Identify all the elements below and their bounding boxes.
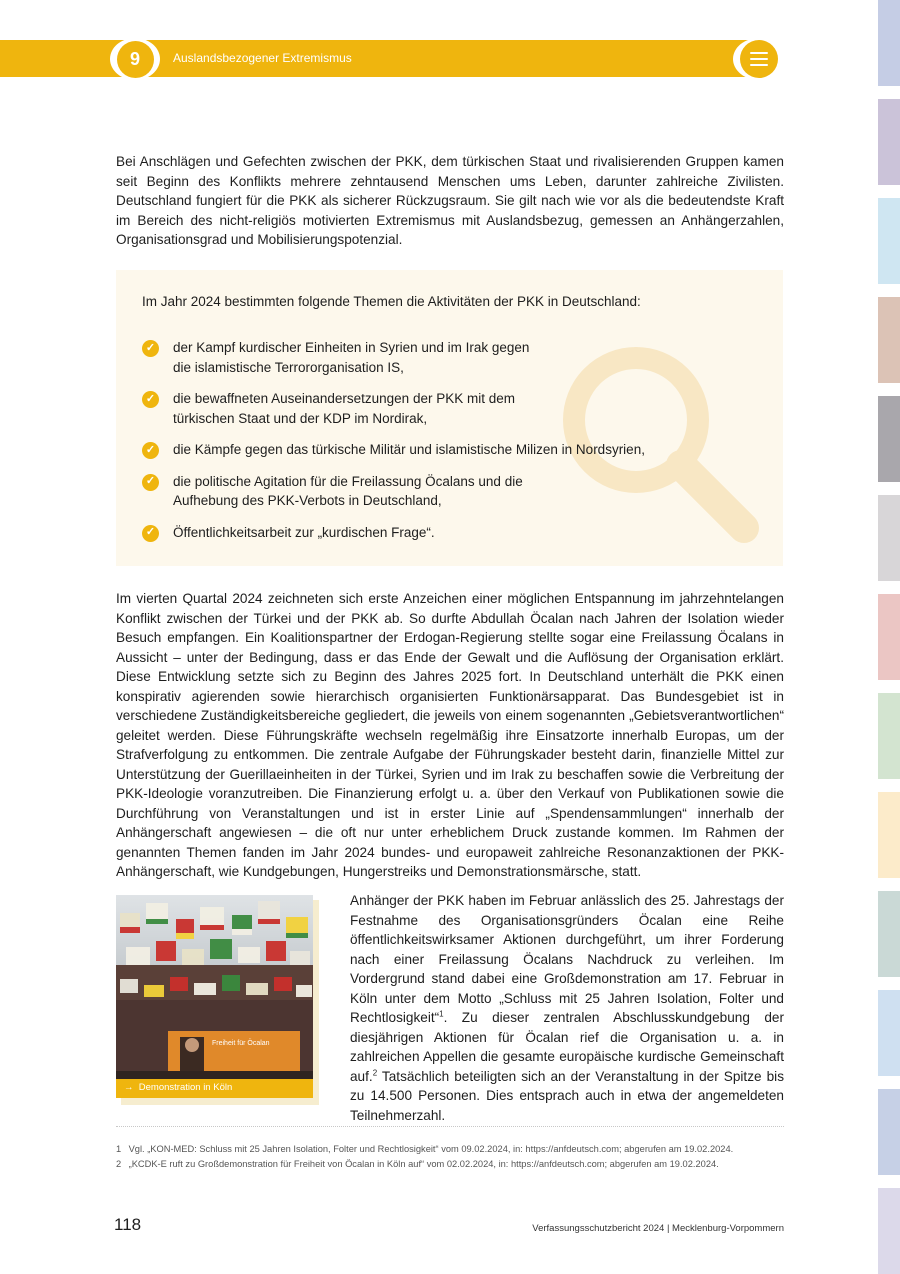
demonstration-photo[interactable] [116, 895, 313, 1098]
photo-caption-bar [116, 1079, 313, 1098]
side-tab-1[interactable] [878, 0, 900, 86]
list-item: ✓ der Kampf kurdischer Einheiten in Syrien und im Irak gegen die islamistische Terrororganisation IS, [142, 338, 702, 377]
chapter-number: 9 [117, 41, 154, 78]
side-tab-5[interactable] [878, 396, 900, 482]
checkmark-icon: ✓ [142, 525, 159, 542]
main-paragraph: Im vierten Quartal 2024 zeichneten sich erste Anzeichen einer möglichen Entspannung im jahrzehntelangen Konflikt zwischen der Türkei und der PKK ab. So durfte Abdullah Öcalan nach Jahren der Isolation wieder Besuch empfangen. Ein Koalitionspartner der Erdogan-Regierung stellte sogar eine Freilassung Öcalans in Aussicht – unter der Bedingung, dass er das Ende der Gewalt und die Auflösung der Organisation erklärt. Diese Entwicklung setzte sich zu Beginn des Jahres 2025 fort. In Deutschland unterhält die PKK einen konspirativ agierenden sowie hierarchisch organisierten Funktionärsapparat. Das Bundesgebiet ist in verschiedene Zuständigkeitsbereiche gegliedert, die jeweils von einem sogenannten „Gebietsverantwortlichen“ geleitet werden. Diese Führungskräfte wechseln regelmäßig ihre Einsatzorte innerhalb Europas, um der Strafverfolgung zu entkommen. Die zentrale Aufgabe der Führungskader besteht darin, finanzielle Mittel zur Unterstützung der Guerillaeinheiten in der Türkei, Syrien und im Irak zu beschaffen sowie die Verbreitung der PKK-Ideologie voranzutreiben. Die Finanzierung erfolgt u. a. über den Verkauf von Publikationen sowie die Durchführung von Veranstaltungen und ist in erster Linie auf „Spendensammlungen“ innerhalb der Anhängerschaft angewiesen – die oft nur unter erheblichem Druck zustande kommen. Im Rahmen der genannten Themen fanden im Jahr 2024 bundes- und europaweit zahlreiche Resonanzaktionen der PKK-Anhängerschaft, wie Kundgebungen, Hungerstreiks und Demonstrationsmärsche, statt. [116, 591, 784, 879]
side-tab-7[interactable] [878, 594, 900, 680]
intro-paragraph: Bei Anschlägen und Gefechten zwischen der PKK, dem türkischen Staat und rivalisierenden Gruppen kamen seit Beginn des Konflikts mehrere zehntausend Menschen ums Leben, darunter zahlreiche Zivilisten. Deutschland fungiert für die PKK als sicherer Rückzugsraum. Sie gilt nach wie vor als die bedeutendste Kraft im Bereich des nicht-religiös motivierten Extremismus mit Auslandsbezug, gemessen an Anhängerzahlen, Organisationsgrad und Mobilisierungspotenzial. [116, 154, 784, 247]
side-tab-2[interactable] [878, 99, 900, 185]
photo-paragraph: Anhänger der PKK haben im Februar anlässlich des 25. Jahrestags der Festnahme des Organisationsgründers Öcalan eine Reihe öffentlichkeitswirksamer Aktionen durchgeführt, um ihrer Forderung nach einer Freilassung Öcalans Nachdruck zu verleihen. Im Vordergrund stand dabei eine Großdemonstration am 17. Februar in Köln unter dem Motto „Schluss mit 25 Jahren Isolation, Folter und Rechtlosigkeit“$^1$. Zu dieser zentralen Abschlusskundgebung der diesjährigen Aktionen für Öcalan rief die Organisation u. a. in zahlreichen Appellen die gesamte europäische kurdische Gemeinschaft auf.$^2$ Tatsächlich beteiligten sich an der Veranstaltung in der Spitze bis zu 14.500 Personen. Dies entsprach auch in etwa der angemeldeten Teilnehmerzahl. [350, 893, 784, 1123]
chapter-number-badge [110, 38, 160, 80]
footnote-separator [116, 1126, 784, 1127]
crowd-image [116, 895, 313, 1098]
photo-caption: → Demonstration in Köln [124, 1082, 233, 1093]
checkmark-icon: ✓ [142, 391, 159, 408]
side-tab-9[interactable] [878, 792, 900, 878]
footnote-ref-2[interactable]: 2 [372, 1067, 378, 1077]
banner-text: Freiheit für Öcalan [212, 1040, 270, 1047]
side-tab-11[interactable] [878, 990, 900, 1076]
topics-list [142, 338, 702, 554]
list-item: ✓ die bewaffneten Auseinandersetzungen der PKK mit dem türkischen Staat und der KDP im Nordirak, [142, 389, 702, 428]
side-tab-12[interactable] [878, 1089, 900, 1175]
side-tab-13[interactable] [878, 1188, 900, 1274]
list-item: ✓ Öffentlichkeitsarbeit zur „kurdischen Frage“. [142, 523, 702, 543]
side-tab-3[interactable] [878, 198, 900, 284]
list-item: ✓ die Kämpfe gegen das türkische Militär und islamistische Milizen in Nordsyrien, [142, 440, 702, 460]
chapter-title: Auslandsbezogener Extremismus [173, 51, 352, 65]
menu-button[interactable] [733, 38, 785, 80]
footnote-1: 1 Vgl. „KON-MED: Schluss mit 25 Jahren Isolation, Folter und Rechtlosigkeit“ vom 09.02.2024, in: https://anfdeutsch.com; abgerufen am 19.02.2024. [116, 1144, 734, 1154]
side-tab-10[interactable] [878, 891, 900, 977]
info-box-heading: Im Jahr 2024 bestimmten folgende Themen die Aktivitäten der PKK in Deutschland: [142, 294, 641, 309]
side-tab-6[interactable] [878, 495, 900, 581]
checkmark-icon: ✓ [142, 442, 159, 459]
side-tab-8[interactable] [878, 693, 900, 779]
footnote-2: 2 „KCDK-E ruft zu Großdemonstration für Freiheit von Öcalan in Köln auf“ vom 02.02.2024, in: https://anfdeutsch.com; abgerufen am 19.02.2024. [116, 1159, 719, 1169]
topics-info-box [116, 270, 783, 566]
checkmark-icon: ✓ [142, 474, 159, 491]
page-number: 118 [114, 1215, 142, 1234]
publication-title: Verfassungsschutzbericht 2024 | Mecklenburg-Vorpommern [532, 1223, 784, 1234]
list-item: ✓ die politische Agitation für die Freilassung Öcalans und die Aufhebung des PKK-Verbots in Deutschland, [142, 472, 702, 511]
hamburger-menu-icon [740, 40, 778, 78]
checkmark-icon: ✓ [142, 340, 159, 357]
side-tab-4[interactable] [878, 297, 900, 383]
footnote-ref-1[interactable]: 1 [439, 1009, 444, 1019]
